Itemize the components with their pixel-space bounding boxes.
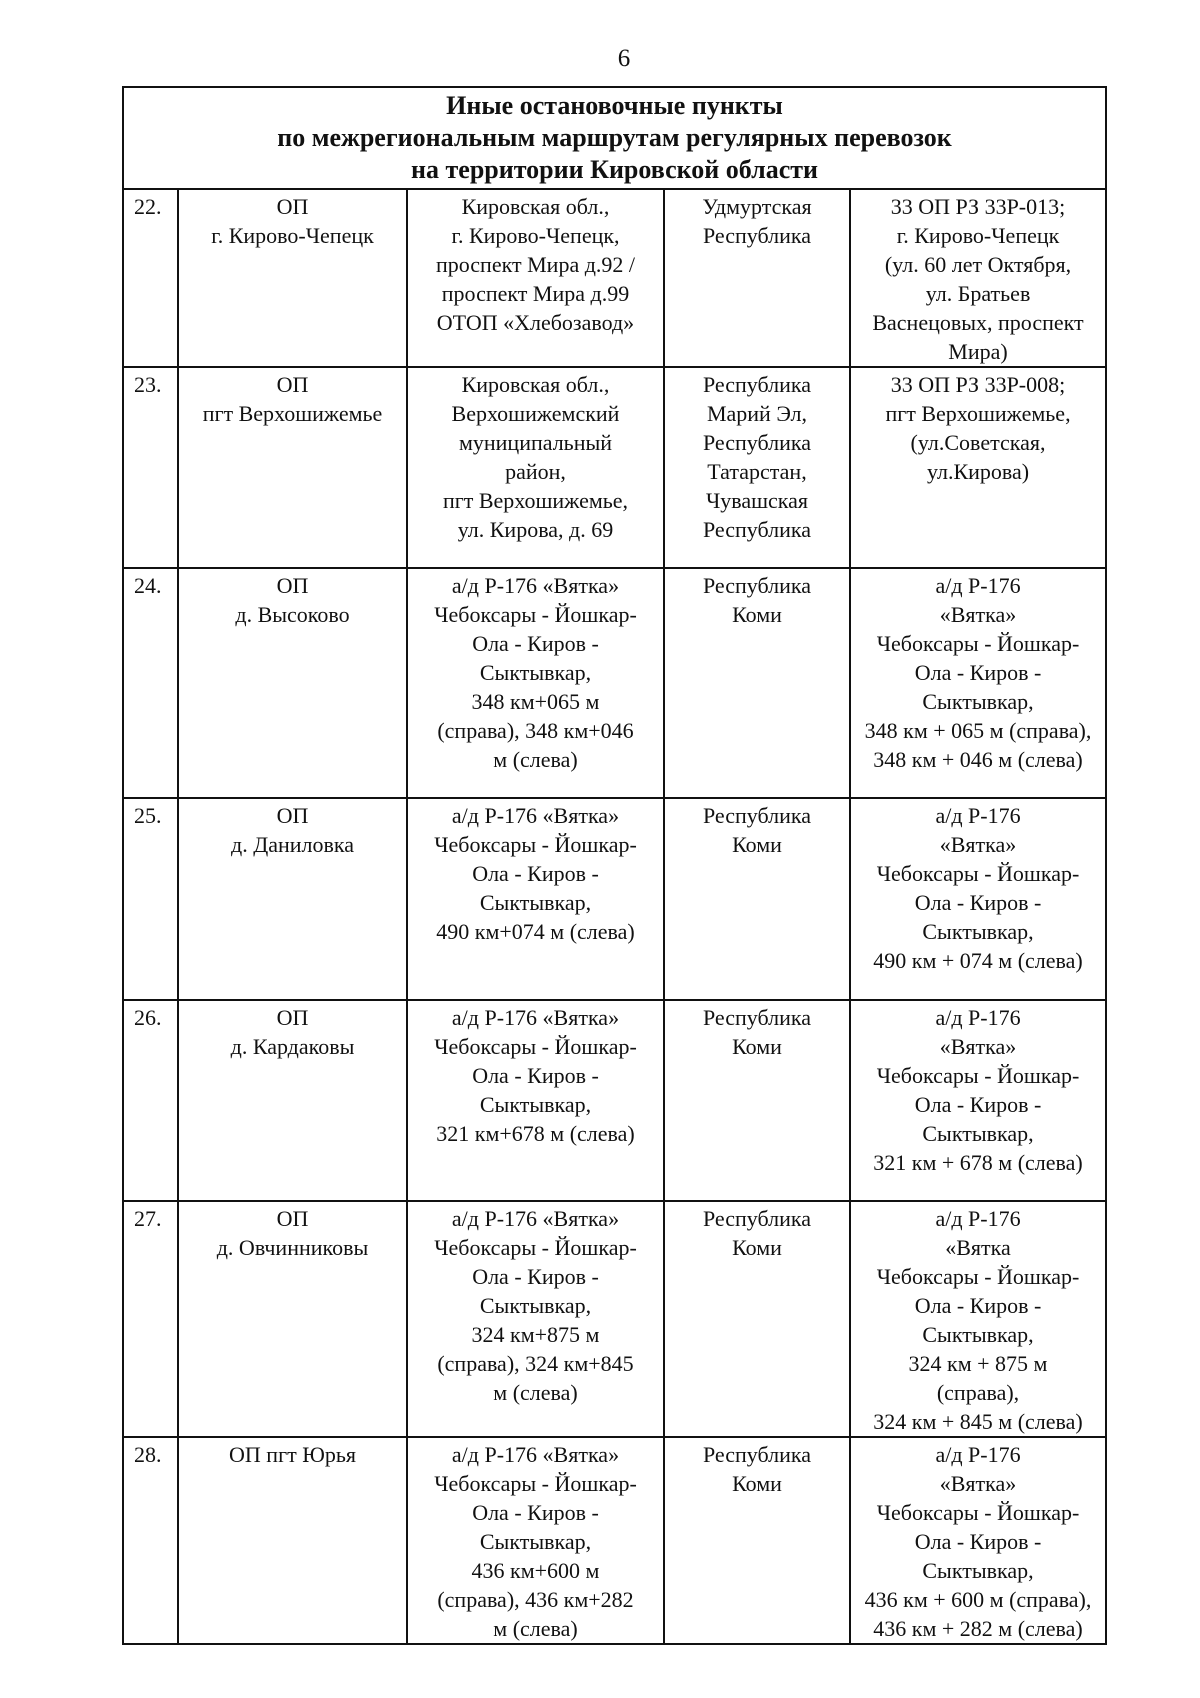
- table-row: [123, 798, 1106, 1000]
- stop-address: Кировская обл., Верхошижемский муниципальный район, пгт Верхошижемье, ул. Кирова, д. 69: [407, 367, 664, 568]
- table-row: [123, 568, 1106, 798]
- stop-name: ОП пгт Юрья: [178, 1437, 407, 1644]
- row-number: 23.: [123, 367, 178, 568]
- stop-road: а/д Р-176 «Вятка» Чебоксары - Йошкар- Ола - Киров - Сыктывкар, 348 км + 065 м (справа), 348 км + 046 м (слева): [850, 568, 1106, 798]
- stops-table: [122, 86, 1107, 1645]
- stop-road: 33 ОП РЗ 33Р-013; г. Кирово-Чепецк (ул. 60 лет Октября, ул. Братьев Васнецовых, проспект Мира): [850, 189, 1106, 367]
- stop-address: а/д Р-176 «Вятка» Чебоксары - Йошкар- Ола - Киров - Сыктывкар, 324 км+875 м (справа), 324 км+845 м (слева): [407, 1201, 664, 1437]
- stop-name: ОП г. Кирово-Чепецк: [178, 189, 407, 367]
- table-row: [123, 189, 1106, 367]
- stop-region: Республика Коми: [664, 798, 850, 1000]
- table-header-row: [123, 87, 1106, 189]
- table-row: [123, 1201, 1106, 1437]
- table-row: [123, 1000, 1106, 1201]
- stop-address: а/д Р-176 «Вятка» Чебоксары - Йошкар- Ола - Киров - Сыктывкар, 348 км+065 м (справа), 348 км+046 м (слева): [407, 568, 664, 798]
- stop-address: Кировская обл., г. Кирово-Чепецк, проспект Мира д.92 / проспект Мира д.99 ОТОП «Хлебозавод»: [407, 189, 664, 367]
- row-number: 22.: [123, 189, 178, 367]
- row-number: 24.: [123, 568, 178, 798]
- stop-name: ОП пгт Верхошижемье: [178, 367, 407, 568]
- page-number: 6: [617, 45, 631, 72]
- table-row: [123, 367, 1106, 568]
- stop-region: Республика Коми: [664, 1201, 850, 1437]
- stop-road: а/д Р-176 «Вятка» Чебоксары - Йошкар- Ола - Киров - Сыктывкар, 321 км + 678 м (слева): [850, 1000, 1106, 1201]
- stop-road: 33 ОП РЗ 33Р-008; пгт Верхошижемье, (ул.Советская, ул.Кирова): [850, 367, 1106, 568]
- row-number: 26.: [123, 1000, 178, 1201]
- stop-road: а/д Р-176 «Вятка Чебоксары - Йошкар- Ола - Киров - Сыктывкар, 324 км + 875 м (справа), 324 км + 845 м (слева): [850, 1201, 1106, 1437]
- stop-road: а/д Р-176 «Вятка» Чебоксары - Йошкар- Ола - Киров - Сыктывкар, 490 км + 074 м (слева): [850, 798, 1106, 1000]
- stop-region: Республика Коми: [664, 1000, 850, 1201]
- stop-address: а/д Р-176 «Вятка» Чебоксары - Йошкар- Ола - Киров - Сыктывкар, 436 км+600 м (справа), 436 км+282 м (слева): [407, 1437, 664, 1644]
- stop-region: Республика Коми: [664, 1437, 850, 1644]
- table-row: [123, 1437, 1106, 1644]
- stop-address: а/д Р-176 «Вятка» Чебоксары - Йошкар- Ола - Киров - Сыктывкар, 490 км+074 м (слева): [407, 798, 664, 1000]
- row-number: 28.: [123, 1437, 178, 1644]
- stop-name: ОП д. Высоково: [178, 568, 407, 798]
- stop-name: ОП д. Овчинниковы: [178, 1201, 407, 1437]
- stop-address: а/д Р-176 «Вятка» Чебоксары - Йошкар- Ола - Киров - Сыктывкар, 321 км+678 м (слева): [407, 1000, 664, 1201]
- stop-region: Удмуртская Республика: [664, 189, 850, 367]
- row-number: 25.: [123, 798, 178, 1000]
- stop-name: ОП д. Даниловка: [178, 798, 407, 1000]
- stop-region: Республика Марий Эл, Республика Татарстан, Чувашская Республика: [664, 367, 850, 568]
- stop-name: ОП д. Кардаковы: [178, 1000, 407, 1201]
- stop-region: Республика Коми: [664, 568, 850, 798]
- table-title: Иные остановочные пункты по межрегиональным маршрутам регулярных перевозок на территории Кировской области: [123, 87, 1106, 189]
- row-number: 27.: [123, 1201, 178, 1437]
- stop-road: а/д Р-176 «Вятка» Чебоксары - Йошкар- Ола - Киров - Сыктывкар, 436 км + 600 м (справа), 436 км + 282 м (слева): [850, 1437, 1106, 1644]
